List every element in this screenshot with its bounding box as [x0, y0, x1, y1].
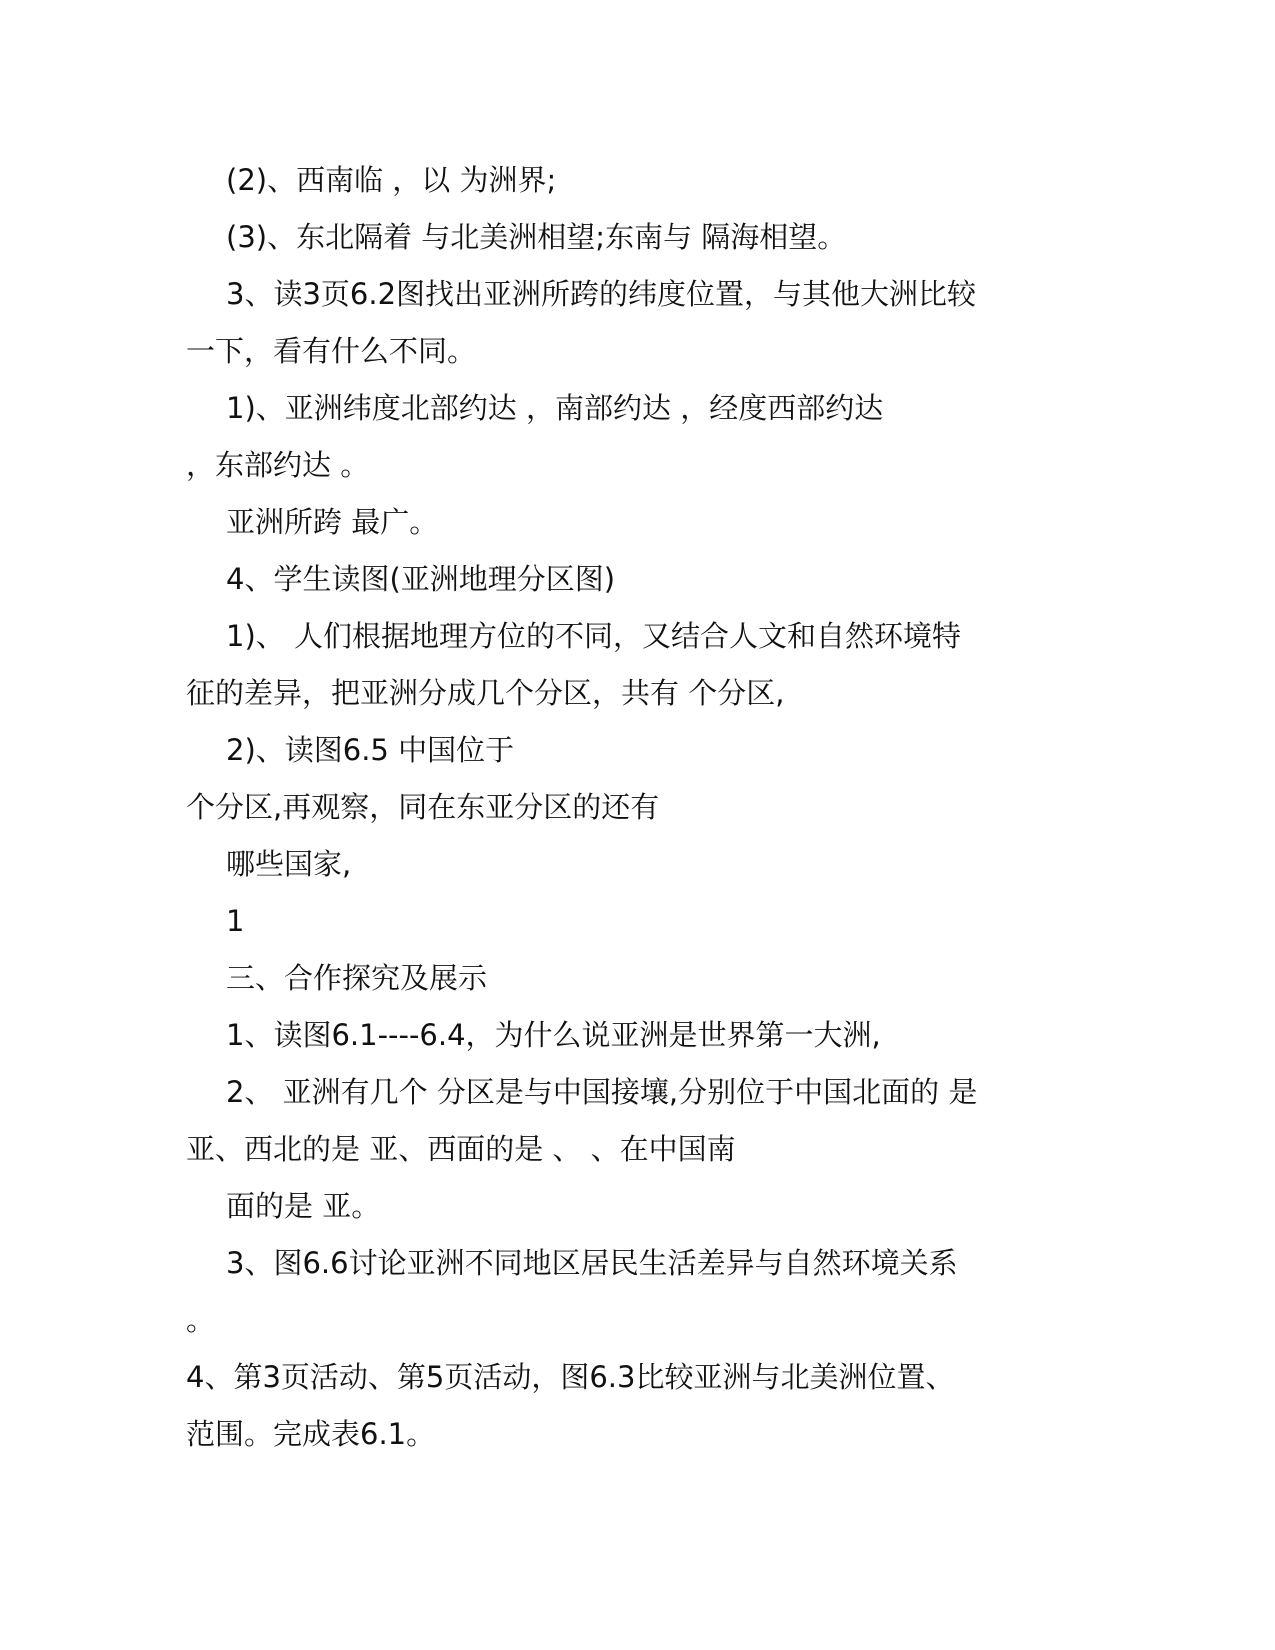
text-line: 亚、西北的是 亚、西面的是 、 、在中国南: [186, 1132, 736, 1166]
text-line: 2)、读图6.5 中国位于: [226, 733, 515, 767]
text-line: 1、读图6.1----6.4，为什么说亚洲是世界第一大洲,: [226, 1018, 881, 1052]
text-line: 个分区,再观察，同在东亚分区的还有: [186, 790, 660, 824]
text-line: ，东部约达 。: [186, 448, 370, 482]
page-number: 1: [226, 904, 245, 938]
text-line: 亚洲所跨 最广。: [226, 505, 439, 539]
section-heading: 三、合作探究及展示: [226, 961, 488, 995]
text-line: 2、 亚洲有几个 分区是与中国接壤,分别位于中国北面的 是: [226, 1075, 978, 1109]
text-line: 征的差异，把亚洲分成几个分区，共有 个分区,: [186, 676, 785, 710]
text-line: 一下，看有什么不同。: [186, 334, 477, 368]
document-body: [186, 152, 1086, 1463]
text-line: 4、学生读图(亚洲地理分区图): [226, 562, 616, 596]
text-line: 哪些国家,: [226, 847, 352, 881]
text-line: 3、图6.6讨论亚洲不同地区居民生活差异与自然环境关系: [226, 1246, 958, 1280]
text-line: 。: [186, 1303, 216, 1337]
text-line: (2)、西南临 ，以 为洲界;: [226, 163, 557, 197]
text-line: 面的是 亚。: [226, 1189, 381, 1223]
text-line: 范围。完成表6.1。: [186, 1417, 436, 1451]
text-line: 3、读3页6.2图找出亚洲所跨的纬度位置，与其他大洲比较: [226, 277, 977, 311]
text-line: 1)、亚洲纬度北部约达 ，南部约达 ，经度西部约达: [226, 391, 884, 425]
text-line: (3)、东北隔着 与北美洲相望;东南与 隔海相望。: [226, 220, 847, 254]
text-line: 4、第3页活动、第5页活动，图6.3比较亚洲与北美洲位置、: [186, 1360, 955, 1394]
text-line: 1)、 人们根据地理方位的不同，又结合人文和自然环境特: [226, 619, 961, 653]
